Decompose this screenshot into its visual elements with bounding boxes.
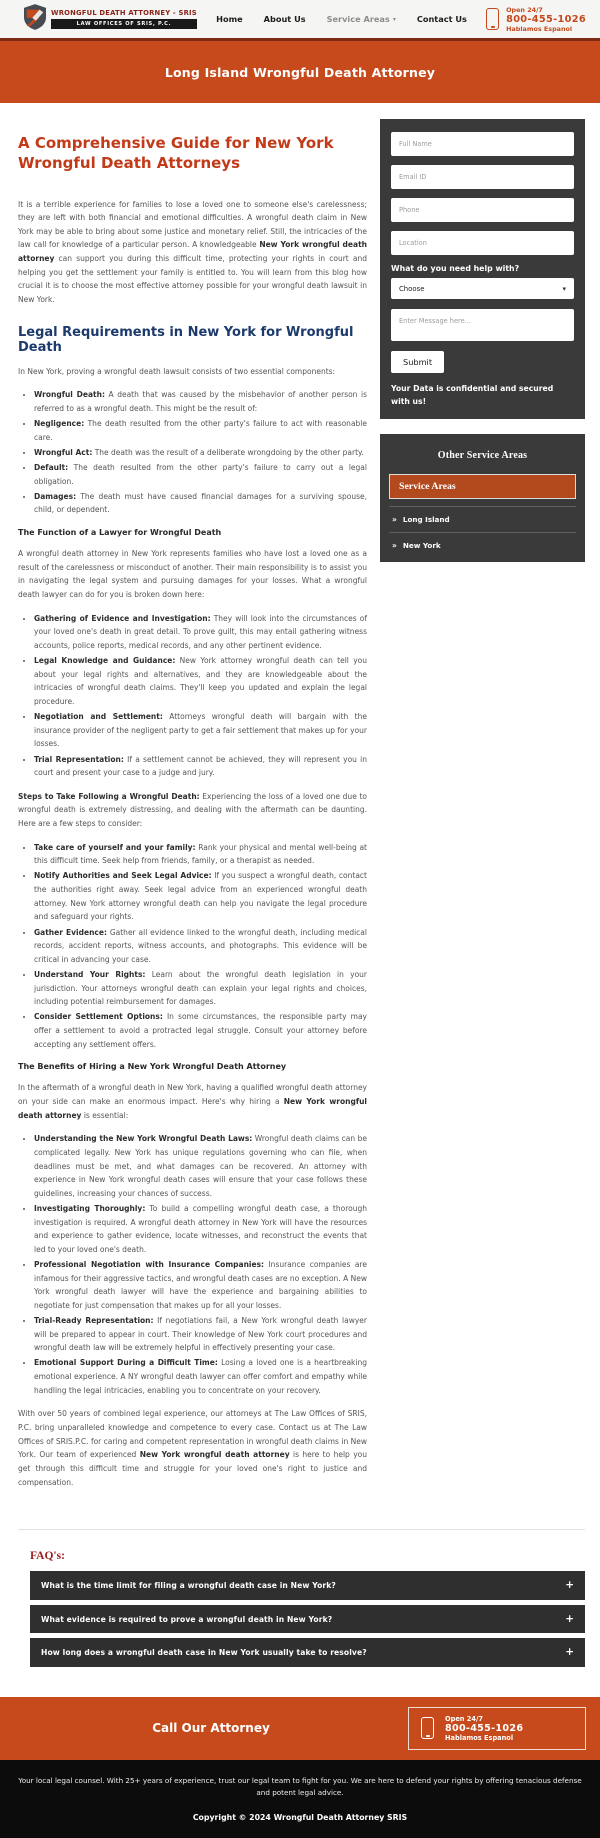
steps-bullet-list	[18, 841, 367, 1052]
bullet-item: • Consider Settlement Options: In some circumstances, the responsible party may offer a settlement to avoid a protracted legal struggle. Consult your attorney before accepting any settlement offers.	[34, 1010, 367, 1051]
brand-logo[interactable]	[24, 4, 197, 34]
submit-button[interactable]: Submit	[391, 351, 444, 373]
article-title: A Comprehensive Guide for New York Wrongful Death Attorneys	[18, 134, 334, 173]
faq-item-evidence[interactable]	[30, 1605, 585, 1634]
function-bullet-list	[18, 612, 367, 780]
bullet-item: • Damages: The death must have caused financial damages for a surviving spouse, child, or dependent.	[34, 490, 367, 517]
closing-paragraph: With over 50 years of combined legal experience, our attorneys at The Law Offices of SRIS, P.C. bring unparalleled knowledge and competence to every case. Contact us at The Law Offices of SRIS.P.C. for caring and competent representation in wrongful death claims in New York. Our team of experienced New York wrongful death attorney is here to help you get through this difficult time and struggle for your loved one's right to justice and compensation.	[18, 1409, 367, 1487]
bullet-item: • Investigating Thoroughly: To build a compelling wrongful death case, a thorough investigation is required. A wrongful death attorney in New York will have the resources and experience to gather evidence, locate witnesses, and reconstruct the events that led to your loved one's death.	[34, 1202, 367, 1257]
service-area-label: New York	[402, 541, 441, 551]
bullet-item: • Understanding the New York Wrongful Death Laws: Wrongful death claims can be complicated legally. New York has unique regulations governing who can file, when deadlines must be met, and what damages can be recovered. An attorney with experience in New York wrongful death cases will ensure that your case follows these guidelines, increasing your chances of success.	[34, 1132, 367, 1200]
open-hours: Open 24/7	[506, 5, 543, 14]
language-note: Hablamos Espanol	[506, 24, 573, 33]
function-heading: The Function of a Lawyer for Wrongful Death	[18, 528, 222, 538]
phone-input[interactable]	[391, 198, 574, 222]
call-attorney-band	[0, 1697, 600, 1760]
bullet-item: • Legal Knowledge and Guidance: New York attorney wrongful death can tell you about your legal rights and alternatives, and they are knowledgeable about the intricacies of wrongful death claims. They'll keep you updated and explain the legal procedure.	[34, 654, 367, 709]
bullet-item: • Negotiation and Settlement: Attorneys wrongful death will bargain with the insurance provider of the negligent party to get a fair settlement that makes up for your losses.	[34, 710, 367, 751]
faq-title: FAQ's:	[30, 1550, 65, 1563]
faq-section	[18, 1550, 585, 1667]
plus-icon[interactable]: +	[565, 1579, 574, 1592]
faq-item-time-limit[interactable]	[30, 1571, 585, 1600]
double-arrow-icon: »	[392, 541, 397, 551]
service-area-new-york[interactable]	[389, 532, 576, 558]
faq-item-duration[interactable]	[30, 1638, 585, 1667]
language-note: Hablamos Espanol	[445, 1733, 514, 1742]
bullet-item: • Gathering of Evidence and Investigation: They will look into the circumstances of your loved one's death in great detail. To prove guilt, this may entail gathering witness accounts, police reports, medical records, and any other pertinent evidence.	[34, 612, 367, 653]
phone-icon	[421, 1717, 434, 1739]
faq-question: How long does a wrongful death case in New York usually take to resolve?	[41, 1648, 367, 1657]
double-arrow-icon: »	[392, 515, 397, 525]
bullet-item: • Wrongful Act: The death was the result of a deliberate wrongdoing by the other party.	[34, 446, 367, 460]
bullet-item: • Gather Evidence: Gather all evidence linked to the wrongful death, including medical records, accident reports, witness accounts, and photographs. This evidence will be critical in advancing your case.	[34, 926, 367, 967]
nav-item-contact-us[interactable]: Contact Us	[416, 14, 467, 24]
service-areas-header[interactable]: Service Areas	[389, 474, 576, 499]
location-input[interactable]	[391, 231, 574, 255]
main-content	[0, 103, 600, 1667]
select-value: Choose	[399, 284, 425, 293]
message-textarea[interactable]	[391, 309, 574, 341]
service-areas-card	[380, 434, 585, 562]
benefits-heading: The Benefits of Hiring a New York Wrongful Death Attorney	[18, 1062, 287, 1072]
article	[18, 119, 367, 1499]
main-nav	[216, 14, 467, 24]
function-intro: A wrongful death attorney in New York represents families who have lost a loved one as a result of the carelessness or misconduct of another. Their main responsibility is to assist you in navigating the legal system and pursuing damages for your losses. What a wrongful death lawyer can do for you is broken down here:	[18, 549, 367, 599]
bullet-item: • Professional Negotiation with Insurance Companies: Insurance companies are infamous for their aggressive tactics, and wrongful death cases are no exception. A New York wrongful death lawyer will have the experience and bargaining abilities to negotiate for just compensation that makes up for all your losses.	[34, 1258, 367, 1313]
chevron-down-icon: ▾	[392, 15, 396, 23]
bullet-item: • Default: The death resulted from the other party's failure to carry out a legal obligation.	[34, 461, 367, 488]
legal-intro: In New York, proving a wrongful death lawsuit consists of two essential components:	[18, 366, 336, 376]
bullet-item: • Negligence: The death resulted from the other party's failure to act with reasonable care.	[34, 417, 367, 444]
logo-title: WRONGFUL DEATH ATTORNEY - SRIS	[51, 9, 197, 17]
footer-tagline: Your local legal counsel. With 25+ years of experience, trust our legal team to fight for you. We are here to defend your rights by offering tenacious defense and potent legal advice.	[18, 1775, 582, 1798]
phone-number[interactable]: 800-455-1026	[445, 1722, 524, 1734]
phone-icon	[486, 8, 499, 30]
benefits-intro: In the aftermath of a wrongful death in New York, having a qualified wrongful death attorney on your side can make an enormous impact. Here's why hiring a New York wrongful death attorney is essential:	[18, 1083, 368, 1120]
nav-item-label: Service Areas	[326, 14, 390, 24]
faq-question: What is the time limit for filing a wrongful death case in New York?	[41, 1581, 336, 1590]
email-input[interactable]	[391, 165, 574, 189]
contact-form	[380, 119, 585, 419]
site-footer	[0, 1760, 600, 1838]
bullet-item: • Understand Your Rights: Learn about the wrongful death legislation in your jurisdiction. Your attorneys wrongful death can explain your legal rights and choices, including potential reimbursement for damages.	[34, 968, 367, 1009]
help-topic-label: What do you need help with?	[391, 264, 520, 273]
bullet-item: • Emotional Support During a Difficult Time: Losing a loved one is a heartbreaking emotional experience. A NY wrongful death lawyer can offer comfort and empathy while handling the legal intricacies, enabling you to concentrate on your recovery.	[34, 1356, 367, 1397]
banner-title: Long Island Wrongful Death Attorney	[164, 64, 436, 80]
legal-requirements-heading: Legal Requirements in New York for Wrongful Death	[18, 324, 354, 355]
cta-phone-box[interactable]	[408, 1707, 586, 1750]
intro-paragraph: It is a terrible experience for families to lose a loved one to someone else's carelessness; they are left with both financial and emotional difficulties. A wrongful death claim in New York may be able to bring about some justice and monetary relief. Still, the intricacies of the law call for knowledge of a particular person. A knowledgeable New York wrongful death attorney can support you during this difficult time, protecting your rights in court and helping you get the settlement your family is entitled to. You will learn from this blog how crucial it is to choose the most effective attorney possible for your wrongful death lawsuit in New York.	[18, 199, 368, 304]
service-area-long-island[interactable]	[389, 506, 576, 532]
site-header	[0, 0, 600, 41]
nav-item-service-areas[interactable]	[327, 14, 396, 24]
sidebar	[380, 119, 585, 562]
section-divider	[18, 1529, 585, 1530]
chevron-down-icon: ▾	[562, 284, 566, 293]
plus-icon[interactable]: +	[565, 1646, 574, 1659]
copyright: Copyright © 2024 Wrongful Death Attorney SRIS	[192, 1812, 408, 1822]
legal-bullet-list	[18, 388, 367, 517]
steps-paragraph: Steps to Take Following a Wrongful Death: Experiencing the loss of a loved one due to wrongful death is extremely distressing, and dealing with the aftermath can be daunting. Here are a few steps to consider:	[18, 791, 367, 829]
bullet-item: • Trial-Ready Representation: If negotiations fail, a New York wrongful death lawyer will be prepared to appear in court. Their knowledge of New York court procedures and wrongful death law will be extremely helpful in effectively presenting your case.	[34, 1314, 367, 1355]
phone-number[interactable]: 800-455-1026	[506, 13, 586, 25]
plus-icon[interactable]: +	[565, 1612, 574, 1625]
header-phone-block[interactable]	[486, 6, 586, 33]
bullet-item: • Notify Authorities and Seek Legal Advice: If you suspect a wrongful death, contact the authorities right away. Seek legal advice from an experienced wrongful death attorney. New York attorney wrongful death can help you navigate the legal procedure and safeguard your rights.	[34, 869, 367, 924]
service-areas-title: Other Service Areas	[437, 450, 528, 462]
service-area-label: Long Island	[402, 515, 450, 525]
bullet-item: • Wrongful Death: A death that was caused by the misbehavior of another person is referred to as a wrongful death. This might be the result of:	[34, 388, 367, 415]
nav-item-about-us[interactable]: About Us	[263, 14, 306, 24]
full-name-input[interactable]	[391, 132, 574, 156]
page-banner	[0, 41, 600, 103]
shield-icon	[24, 4, 46, 34]
nav-item-home[interactable]: Home	[216, 14, 243, 24]
privacy-note: Your Data is confidential and secured with us!	[391, 384, 554, 406]
bullet-item: • Trial Representation: If a settlement cannot be achieved, they will represent you in court and present your case to a judge and jury.	[34, 753, 367, 780]
help-topic-select[interactable]	[391, 278, 574, 299]
cta-title: Call Our Attorney	[152, 1721, 270, 1736]
open-hours: Open 24/7	[445, 1714, 483, 1723]
benefits-bullet-list	[18, 1132, 367, 1397]
logo-subtitle: LAW OFFICES OF SRIS, P.C.	[51, 19, 197, 29]
faq-question: What evidence is required to prove a wrongful death in New York?	[41, 1614, 333, 1624]
bullet-item: • Take care of yourself and your family: Rank your physical and mental well-being at this difficult time. Seek help from friends, family, or a therapist as needed.	[34, 841, 367, 868]
